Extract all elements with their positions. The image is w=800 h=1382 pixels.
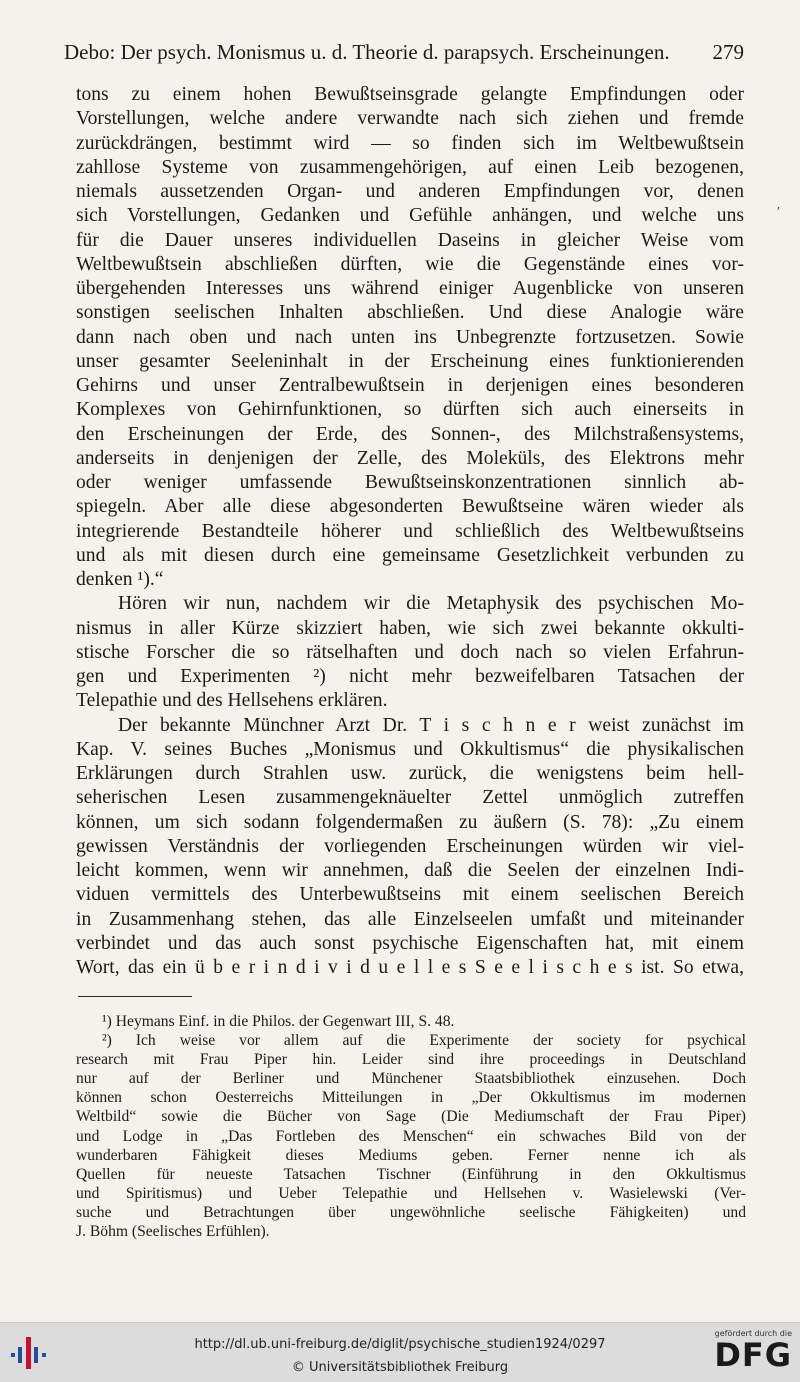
body-line: in Zusammenhang stehen, das alle Einzelseelen umfaßt und miteinander <box>76 908 744 930</box>
body-line: oder weniger umfassende Bewußtseinskonzentrationen sinnlich ab- <box>76 472 744 493</box>
dfg-logo <box>708 1329 792 1377</box>
page-number: 279 <box>712 40 744 64</box>
running-title: Debo: Der psych. Monismus u. d. Theorie d. parapsych. Erscheinungen. <box>64 40 670 64</box>
footnote-line: wunderbaren Fähigkeit dieses Mediums geben. Ferner nenne ich als <box>76 1146 746 1164</box>
footnotes <box>76 1012 746 1241</box>
body-line: sich Vorstellungen, Gedanken und Gefühle anhängen, und welche uns <box>76 205 744 227</box>
body-line: Weltbewußtsein abschließen dürften, wie die Gegenstände eines vor- <box>76 253 744 275</box>
footnote-line: nur auf der Berliner und Münchener Staatsbibliothek einzusehen. Doch <box>76 1070 746 1088</box>
body-line: nismus in aller Kürze skizziert haben, wie sich zwei bekannte okkulti- <box>76 617 744 639</box>
body-line: zahllose Systeme von zusammengehörigen, auf einen Leib bezogenen, <box>76 156 744 178</box>
body-line: und als mit diesen durch eine gemeinsame Gesetzlichkeit verbunden zu <box>76 544 744 566</box>
body-line: Komplexes von Gehirnfunktionen, so dürften sich auch einerseits in <box>76 399 744 421</box>
body-line: Der bekannte Münchner Arzt Dr. T i s c h n e r weist zunächst im <box>118 714 744 736</box>
body-line: Gehirns und unser Zentralbewußtsein in derjenigen eines besonderen <box>76 375 744 396</box>
footnote-line: können schon Oesterreichs Mitteilungen in „Der Okkultismus im modernen <box>76 1089 746 1107</box>
footnote-line: und Spiritismus) und Ueber Telepathie und Hellsehen v. Wasielewski (Ver- <box>76 1184 746 1202</box>
body-line: stische Forscher die so rätselhaften und doch nach so vielen Erfahrun- <box>76 641 744 663</box>
body-line: unser gesamter Seeleninhalt in der Erscheinung eines funktionierenden <box>76 350 744 372</box>
body-line: denken ¹).“ <box>76 569 164 590</box>
body-line: übergehenden Interesses uns während einiger Augenblicke von unseren <box>76 278 744 299</box>
body-line: spiegeln. Aber alle diese abgesonderten Bewußtseine wären wieder als <box>76 496 744 518</box>
body-line: Telepathie und des Hellsehens erklären. <box>76 690 388 712</box>
body-line: zurückdrängen, bestimmt wird — so finden sich im Weltbewußtsein <box>76 132 744 154</box>
margin-mark: ʼ <box>776 205 780 219</box>
body-line: viduen vermittels des Unterbewußtseins mit einem seelischen Bereich <box>76 884 744 906</box>
body-line: den Erscheinungen der Erde, des Sonnen-, des Milchstraßensystems, <box>76 423 744 445</box>
footnote-line: ²) Ich weise vor allem auf die Experimente der society for psychical <box>102 1032 746 1050</box>
body-line: leicht kommen, wenn wir annehmen, daß die Seelen der einzelnen Indi- <box>76 860 744 881</box>
body-line: gewissen Verständnis der vorliegenden Erscheinungen würden wir viel- <box>76 835 744 857</box>
copyright-notice: © Universitätsbibliothek Freiburg <box>291 1360 509 1375</box>
footnote-line: research mit Frau Piper hin. Leider sind ihre proceedings in Deutschland <box>76 1051 746 1069</box>
body-line: gen und Experimenten ²) nicht mehr bezweifelbaren Tatsachen der <box>76 666 744 687</box>
footnote-line: Quellen für neueste Tatsachen Tischner (Einführung in den Okkultismus <box>76 1165 746 1183</box>
footnote-line: ¹) Heymans Einf. in die Philos. der Gegenwart III, S. 48. <box>102 1013 455 1030</box>
body-line: können, um sich sodann folgendermaßen zu äußern (S. 78): „Zu einem <box>76 811 744 833</box>
body-line: dann nach oben und nach unten ins Unbegrenzte fortzusetzen. Sowie <box>76 326 744 348</box>
body-line: niemals aussetzenden Organ- und anderen Empfindungen vor, denen <box>76 181 744 202</box>
body-line: Vorstellungen, welche andere verwandte nach sich ziehen und fremde <box>76 108 744 130</box>
body-line: Erklärungen durch Strahlen usw. zurück, die wenigstens beim hell- <box>76 763 744 784</box>
body-line: seherischen Lesen zusammengeknäuelter Zettel unmöglich zutreffen <box>76 787 744 809</box>
running-header <box>64 40 744 65</box>
body-line: für die Dauer unseres individuellen Daseins in gleicher Weise vom <box>76 229 744 251</box>
footnote-line: und Lodge in „Das Fortleben des Menschen“ ein schwaches Bild von der <box>76 1127 746 1145</box>
dfg-caption: gefördert durch die <box>714 1329 792 1338</box>
document-url[interactable]: http://dl.ub.uni-freiburg.de/diglit/psychische_studien1924/0297 <box>194 1337 606 1352</box>
footnote-line: J. Böhm (Seelisches Erfühlen). <box>76 1223 270 1241</box>
body-line: sonstigen seelischen Inhalten abschließen. Und diese Analogie wäre <box>76 302 744 324</box>
body-line: Kap. V. seines Buches „Monismus und Okkultismus“ die physikalischen <box>76 738 744 760</box>
dfg-wordmark: DFG <box>714 1336 792 1374</box>
viewer-footer <box>0 1322 800 1382</box>
main-text <box>76 83 744 980</box>
footnote-line: Weltbild“ sowie die Bücher von Sage (Die Mediumschaft der Frau Piper) <box>76 1108 746 1126</box>
body-line: verbindet und das auch sonst psychische Eigenschaften hat, mit einem <box>76 932 744 954</box>
footnote-rule <box>78 996 192 997</box>
body-line: Hören wir nun, nachdem wir die Metaphysik des psychischen Mo- <box>118 593 744 615</box>
body-line: anderseits in denjenigen der Zelle, des Moleküls, des Elektrons mehr <box>76 447 744 469</box>
body-line: integrierende Bestandteile höherer und schließlich des Weltbewußtseins <box>76 520 744 542</box>
body-line: tons zu einem hohen Bewußtseinsgrade gelangte Empfindungen oder <box>76 84 744 105</box>
footnote-line: suche und Betrachtungen über ungewöhnliche seelische Fähigkeiten) und <box>76 1203 746 1221</box>
body-line: Wort, das ein ü b e r i n d i v i d u e l l e s S e e l i s c h e s ist. So etwa, <box>76 957 744 978</box>
